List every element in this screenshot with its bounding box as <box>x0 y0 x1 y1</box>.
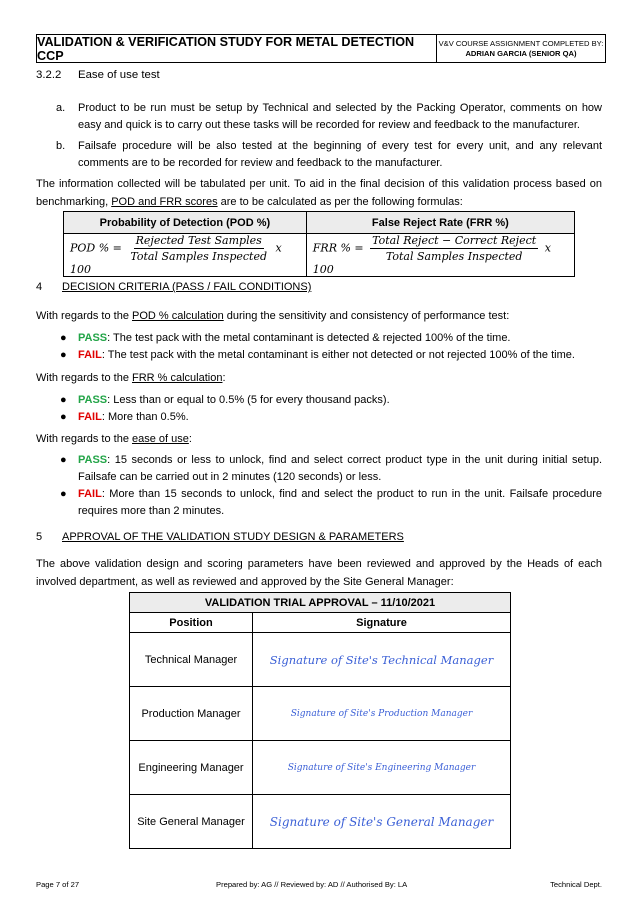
pass-label: PASS <box>78 394 108 406</box>
frr-header: False Reject Rate (FRR %) <box>306 212 574 234</box>
text: : <box>222 372 226 384</box>
list-item <box>60 392 602 409</box>
fraction <box>128 234 269 263</box>
denominator: Total Samples Inspected <box>130 250 267 263</box>
signature-cell: Signature of Site's General Manager <box>253 795 511 849</box>
signature-cell: Signature of Site's Engineering Manager <box>253 741 511 795</box>
bullet-icon: ● <box>60 332 67 344</box>
pass-label: PASS <box>78 332 108 344</box>
list-item <box>60 330 602 347</box>
list-text <box>78 347 602 364</box>
list-item <box>56 138 602 172</box>
position-cell: Engineering Manager <box>130 741 253 795</box>
text: during the sensitivity and consistency of performance test: <box>223 310 510 322</box>
document-header <box>36 34 606 63</box>
signature-column-header: Signature <box>253 613 511 633</box>
text: are to be calculated as per the following formulas: <box>217 196 463 208</box>
formula-lhs: POD % = <box>70 241 122 255</box>
credit-line-1: V&V COURSE ASSIGNMENT COMPLETED BY: <box>438 38 604 48</box>
frr-calculation-link[interactable]: FRR % calculation <box>132 372 223 384</box>
approval-caption: VALIDATION TRIAL APPROVAL – 11/10/2021 <box>130 593 511 613</box>
fraction <box>370 234 538 263</box>
text: : More than 0.5%. <box>101 411 189 423</box>
list-item <box>60 486 602 520</box>
credit-line-2: ADRIAN GARCIA (SENIOR QA) <box>465 48 577 58</box>
bullet-icon: ● <box>60 349 67 361</box>
section-322-heading <box>36 69 160 81</box>
text: : 15 seconds or less to unlock, find and select correct product type in the unit during initial setup. Failsafe can be carried out in 2 minutes (120 seconds) or less. <box>78 454 602 483</box>
list-item <box>60 409 602 426</box>
table-row <box>130 687 511 741</box>
tabulation-paragraph <box>36 175 602 211</box>
section-title: Ease of use test <box>78 69 160 81</box>
section-number: 4 <box>36 281 43 293</box>
ease-regard-paragraph <box>36 430 602 448</box>
bullet-icon: ● <box>60 454 67 466</box>
text: : Less than or equal to 0.5% (5 for every thousand packs). <box>107 394 390 406</box>
text: : The test pack with the metal contaminant is detected & rejected 100% of the time. <box>107 332 511 344</box>
table-row <box>130 795 511 849</box>
fail-label: FAIL <box>78 411 102 423</box>
table-row <box>130 741 511 795</box>
pod-header: Probability of Detection (POD %) <box>64 212 307 234</box>
formula-lhs: FRR % = <box>312 241 364 255</box>
pod-frr-link[interactable]: POD and FRR scores <box>111 196 218 208</box>
assignment-credit <box>437 35 605 62</box>
signature-cell: Signature of Site's Production Manager <box>253 687 511 741</box>
section-title: DECISION CRITERIA (PASS / FAIL CONDITIONS) <box>62 281 312 293</box>
formula-rhs: x 100 <box>312 241 551 276</box>
pod-calculation-link[interactable]: POD % calculation <box>132 310 224 322</box>
section-5-heading <box>36 531 404 543</box>
formula-rhs: x 100 <box>70 241 282 276</box>
list-item <box>60 452 602 486</box>
numerator: Total Reject − Correct Reject <box>372 234 537 247</box>
department: Technical Dept. <box>550 880 602 889</box>
approval-paragraph: The above validation design and scoring parameters have been reviewed and approved by the Heads of each involved department, as well as reviewed and approved by the Site General Manager: <box>36 558 602 588</box>
section-title: APPROVAL OF THE VALIDATION STUDY DESIGN & PARAMETERS <box>62 531 404 543</box>
frr-formula <box>306 234 574 277</box>
document-title: VALIDATION & VERIFICATION STUDY FOR METAL DETECTION CCP <box>37 35 437 62</box>
position-cell: Production Manager <box>130 687 253 741</box>
text: With regards to the <box>36 310 132 322</box>
list-item <box>60 347 602 364</box>
section-number: 3.2.2 <box>36 69 62 81</box>
section-number: 5 <box>36 531 43 543</box>
list-text <box>78 392 602 409</box>
pod-formula <box>64 234 307 277</box>
text: With regards to the <box>36 372 132 384</box>
list-text <box>78 409 602 426</box>
denominator: Total Samples Inspected <box>385 250 523 263</box>
list-text: Product to be run must be setup by Technical and selected by the Packing Operator, comments on how easy and quick is to carry out these tasks will be recorded for review and feedback to the manufacturer. <box>78 102 602 131</box>
bullet-icon: ● <box>60 411 67 423</box>
list-marker: a. <box>56 102 66 114</box>
text: : <box>188 433 192 445</box>
numerator: Rejected Test Samples <box>135 234 262 247</box>
approval-table <box>129 592 511 849</box>
section-4-heading <box>36 281 312 293</box>
authorship: Prepared by: AG // Reviewed by: AD // Authorised By: LA <box>216 880 408 889</box>
list-marker: b. <box>56 140 66 152</box>
list-text <box>78 330 602 347</box>
list-text: Failsafe procedure will be also tested at the beginning of every test for every unit, and any relevant comments are to be recorded for review and feedback to the manufacturer. <box>78 140 602 169</box>
fail-label: FAIL <box>78 488 102 500</box>
position-cell: Technical Manager <box>130 633 253 687</box>
position-column-header: Position <box>130 613 253 633</box>
text: : More than 15 seconds to unlock, find and select the product to run in the unit. Failsafe procedure requires more than 2 minutes. <box>78 488 602 517</box>
bullet-icon: ● <box>60 488 67 500</box>
pod-regard-paragraph <box>36 307 602 325</box>
page-number: Page 7 of 27 <box>36 880 80 889</box>
bullet-icon: ● <box>60 394 67 406</box>
signature-cell: Signature of Site's Technical Manager <box>253 633 511 687</box>
fail-label: FAIL <box>78 349 102 361</box>
list-text <box>78 486 602 520</box>
text: : The test pack with the metal contaminant is either not detected or not rejected 100% of the time. <box>101 349 575 361</box>
pass-label: PASS <box>78 454 108 466</box>
table-row <box>130 633 511 687</box>
text: With regards to the <box>36 433 132 445</box>
position-cell: Site General Manager <box>130 795 253 849</box>
list-item <box>56 100 602 134</box>
formula-table <box>63 211 575 277</box>
frr-regard-paragraph <box>36 369 602 387</box>
text: The information collected will be tabulated per unit. To aid in the final decision of this validation process based on benchmarking, <box>36 178 602 208</box>
list-text <box>78 452 602 486</box>
ease-of-use-link[interactable]: ease of use <box>132 433 189 445</box>
